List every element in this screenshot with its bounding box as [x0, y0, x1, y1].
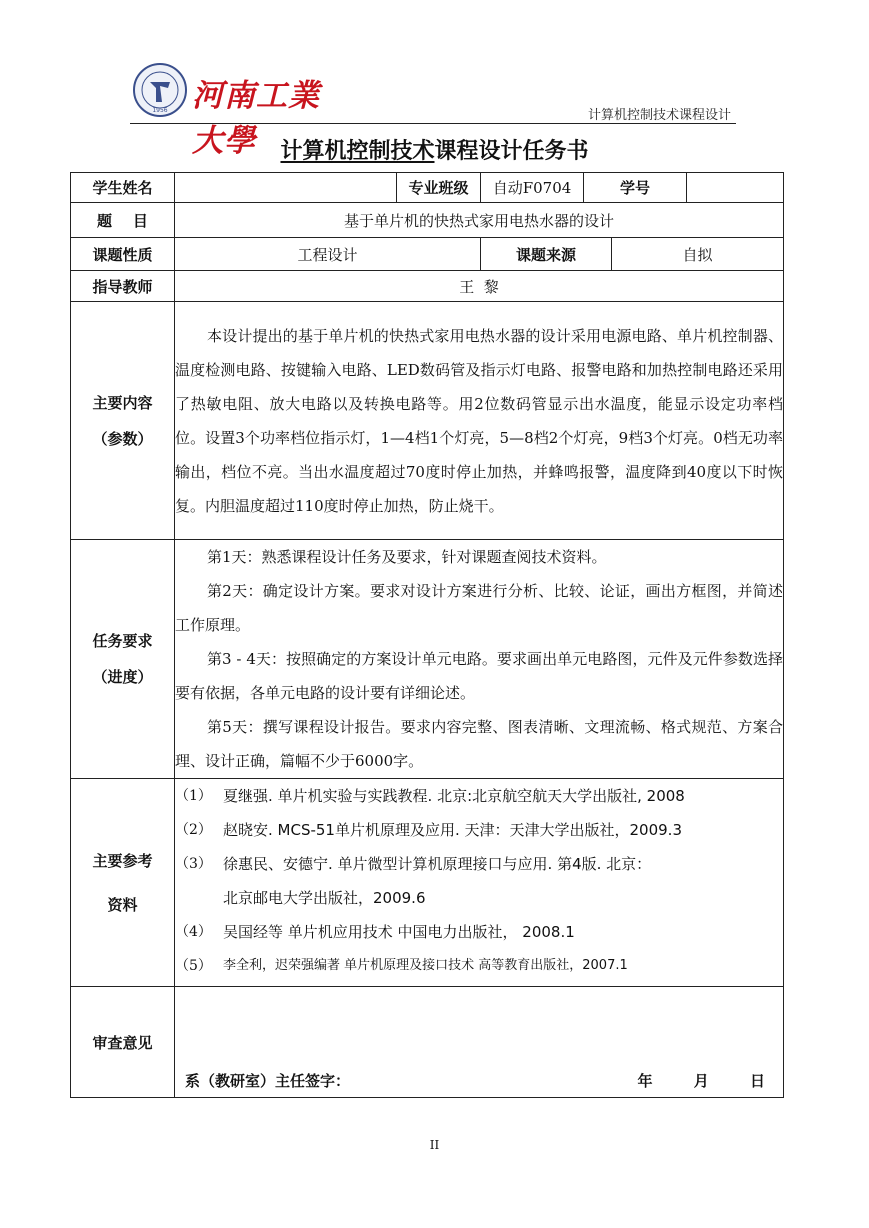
reference-text: 赵晓安. MCS-51单片机原理及应用. 天津：天津大学出版社，2009.3 — [223, 821, 682, 839]
student-name-label: 学生姓名 — [71, 173, 175, 203]
topic-label-text: 题 目 — [97, 211, 148, 230]
document-title — [0, 134, 869, 165]
refs-label-line2: 资料 — [107, 895, 138, 914]
document-title-rest: 课程设计任务书 — [434, 139, 589, 164]
row-review — [71, 987, 784, 1098]
topic-value: 基于单片机的快热式家用电热水器的设计 — [175, 203, 784, 238]
reference-number: （4） — [175, 924, 212, 940]
date-day: 日 — [750, 1072, 766, 1090]
row-tasks — [71, 540, 784, 779]
student-id-field[interactable] — [687, 173, 784, 203]
reference-number: （1） — [175, 788, 212, 804]
task-day3-4: 第3 - 4天：按照确定的方案设计单元电路。要求画出单元电路图，元件及元件参数选择要有依据，各单元电路的设计要有详细论述。 — [175, 650, 784, 702]
university-seal-icon — [132, 62, 188, 118]
reference-item — [175, 813, 783, 847]
refs-label-line1: 主要参考 — [92, 851, 153, 870]
tasks-label-line2: （进度） — [92, 668, 153, 686]
row-advisor — [71, 271, 784, 302]
reference-number: （2） — [175, 822, 212, 838]
reference-text: 李全利，迟荣强编著 单片机原理及接口技术 高等教育出版社，2007.1 — [223, 958, 628, 973]
reference-item — [175, 949, 783, 983]
tasks-label — [71, 540, 175, 779]
advisor-value — [175, 271, 784, 302]
class-label: 专业班级 — [397, 173, 481, 203]
signature-date — [602, 1070, 766, 1091]
reference-item — [175, 779, 783, 813]
student-name-field[interactable] — [175, 173, 397, 203]
reference-item-continuation — [175, 881, 783, 915]
reference-item — [175, 847, 783, 881]
date-month: 月 — [693, 1072, 709, 1090]
reference-text: 北京邮电大学出版社，2009.6 — [223, 889, 426, 907]
reference-text: 徐惠民、安德宁. 单片微型计算机原理接口与应用. 第4版. 北京： — [223, 855, 652, 873]
topic-label — [71, 203, 175, 238]
review-body — [175, 987, 784, 1098]
content-label — [71, 302, 175, 540]
date-year: 年 — [637, 1072, 653, 1090]
row-nature — [71, 238, 784, 271]
review-label: 审查意见 — [71, 987, 175, 1098]
task-day2: 第2天：确定设计方案。要求对设计方案进行分析、比较、论证，画出方框图，并简述工作原理。 — [175, 582, 784, 634]
reference-number: （5） — [175, 958, 212, 974]
source-value: 自拟 — [612, 238, 784, 271]
advisor-label: 指导教师 — [71, 271, 175, 302]
student-id-label: 学号 — [584, 173, 687, 203]
source-label: 课题来源 — [481, 238, 612, 271]
reference-number: （3） — [175, 856, 212, 872]
tasks-body — [175, 540, 784, 779]
row-main-content — [71, 302, 784, 540]
class-value: 自动F0704 — [481, 173, 584, 203]
task-day1: 第1天：熟悉课程设计任务及要求，针对课题查阅技术资料。 — [207, 548, 607, 566]
header-course-title: 计算机控制技术课程设计 — [587, 108, 731, 123]
signature-label: 系（教研室）主任签字： — [185, 1072, 351, 1090]
page-number: II — [429, 1138, 440, 1152]
task-form-table — [70, 172, 784, 1098]
row-student-info — [71, 173, 784, 203]
content-label-line2: （参数） — [92, 429, 153, 448]
header-divider — [130, 123, 736, 124]
refs-body — [175, 779, 784, 987]
content-body — [175, 302, 784, 540]
university-logo — [132, 62, 342, 159]
reference-text: 夏继强. 单片机实验与实践教程. 北京:北京航空航天大学出版社, 2008 — [223, 787, 685, 805]
reference-item — [175, 915, 783, 949]
nature-value: 工程设计 — [175, 238, 481, 271]
row-references — [71, 779, 784, 987]
task-day5: 第5天：撰写课程设计报告。要求内容完整、图表清晰、文理流畅、格式规范、方案合理、设计正确，篇幅不少于6000字。 — [175, 718, 784, 770]
document-title-underlined: 计算机控制技术 — [280, 139, 435, 164]
university-name-logo: 河南工業大學 — [192, 78, 320, 159]
refs-label — [71, 779, 175, 987]
advisor-name: 王 黎 — [459, 277, 499, 296]
nature-label: 课题性质 — [71, 238, 175, 271]
content-paragraph: 本设计提出的基于单片机的快热式家用电热水器的设计采用电源电路、单片机控制器、温度检测电路、按键输入电路、LED数码管及指示灯电路、报警电路和加热控制电路还采用了热敏电阻、放大电路以及转换电路等。用2位数码管显示出水温度，能显示设定功率档位。设置3个功率档位指示灯，1—4档1个灯亮，5—8档2个灯亮，9档3个灯亮。0档无功率输出，档位不亮。当出水温度超过70度时停止加热，并蜂鸣报警，温度降到40度以下时恢复。内胆温度超过110度时停止加热，防止烧干。 — [175, 326, 784, 515]
tasks-label-line1: 任务要求 — [92, 632, 153, 650]
row-topic — [71, 203, 784, 238]
content-label-line1: 主要内容 — [92, 393, 153, 412]
reference-text: 吴国经等 单片机应用技术 中国电力出版社， 2008.1 — [223, 923, 575, 941]
seal-year: 1956 — [152, 107, 168, 114]
